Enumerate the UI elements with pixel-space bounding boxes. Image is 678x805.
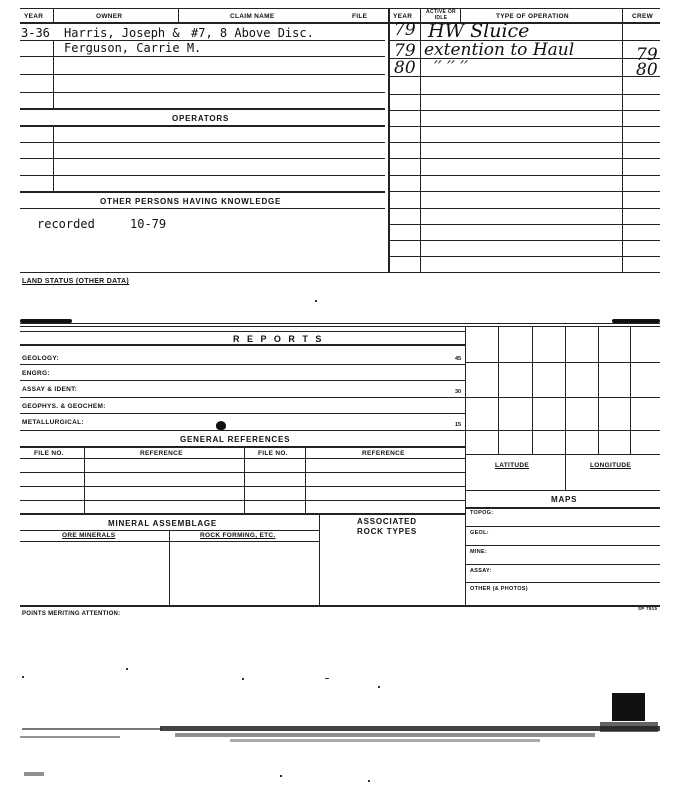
- reports-heading: R E P O R T S: [233, 334, 324, 344]
- claim-name-value: #7, 8 Above Disc.: [191, 26, 314, 40]
- header-owner: OWNER: [96, 13, 123, 20]
- ref-col-file-no-1: FILE NO.: [34, 450, 64, 457]
- maps-other: OTHER (& PHOTOS): [470, 586, 528, 592]
- ore-minerals-label: ORE MINERALS: [62, 532, 116, 539]
- dot-mark: [315, 300, 317, 302]
- header-year-2: YEAR: [393, 13, 413, 20]
- header-file: FILE: [352, 13, 368, 20]
- maps-heading: MAPS: [551, 495, 578, 504]
- mineral-assemblage-heading: MINERAL ASSEMBLAGE: [108, 519, 218, 528]
- operation-text-3: ′′ ′′ ′′: [434, 58, 468, 78]
- report-num-45: 45: [455, 356, 462, 362]
- latitude-label: LATITUDE: [495, 462, 530, 469]
- owner-date: 3-36: [21, 26, 50, 40]
- report-geology: GEOLOGY:: [22, 355, 59, 362]
- associated-rock-types-1: ASSOCIATED: [357, 517, 417, 526]
- header-active-idle: ACTIVE OR IDLE: [426, 9, 456, 21]
- operation-year-1: 79: [394, 20, 416, 40]
- maps-mine: MINE:: [470, 549, 488, 555]
- operation-crew-3: 80: [636, 60, 658, 80]
- operation-year-2: 79: [394, 41, 416, 61]
- report-num-30: 30: [455, 389, 462, 395]
- operation-text-2: extention to Haul: [424, 40, 575, 60]
- owner-line-2: Ferguson, Carrie M.: [64, 41, 202, 55]
- owner-line-1: Harris, Joseph &: [64, 26, 180, 40]
- report-geophys: GEOPHYS. & GEOCHEM:: [22, 403, 106, 410]
- upper-bottom-rule: [20, 272, 660, 273]
- report-engrg: ENGRG:: [22, 370, 50, 377]
- maps-assay: ASSAY:: [470, 568, 492, 574]
- other-persons-heading: OTHER PERSONS HAVING KNOWLEDGE: [100, 197, 282, 206]
- operators-heading: OPERATORS: [172, 114, 230, 123]
- longitude-label: LONGITUDE: [590, 462, 631, 469]
- other-persons-date: 10-79: [130, 217, 167, 231]
- ref-col-reference-2: REFERENCE: [362, 450, 405, 457]
- other-persons-text: recorded: [37, 217, 95, 231]
- header-crew: CREW: [632, 13, 654, 20]
- header-claim-name: CLAIM NAME: [230, 13, 275, 20]
- report-num-15: 15: [455, 422, 462, 428]
- operation-year-3: 80: [394, 58, 416, 78]
- ref-col-reference-1: REFERENCE: [140, 450, 183, 457]
- report-assay: ASSAY & IDENT:: [22, 386, 78, 393]
- ref-col-file-no-2: FILE NO.: [258, 450, 288, 457]
- associated-rock-types-2: ROCK TYPES: [357, 527, 418, 536]
- maps-topog: TOPOG:: [470, 510, 494, 516]
- black-square-mark: [612, 693, 645, 721]
- operation-crew-2: 79: [636, 45, 658, 65]
- maps-geol: GEOL:: [470, 530, 489, 536]
- report-metallurgical: METALLURGICAL:: [22, 419, 84, 426]
- form-code: SP 7915: [638, 606, 658, 611]
- operation-text-1: HW Sluice: [428, 20, 530, 42]
- ink-blot: [216, 421, 226, 430]
- header-year: YEAR: [24, 13, 44, 20]
- land-status-label: LAND STATUS (OTHER DATA): [22, 278, 130, 285]
- header-type-operation: TYPE OF OPERATION: [496, 13, 569, 20]
- general-references-heading: GENERAL REFERENCES: [180, 435, 291, 444]
- rock-forming-label: ROCK FORMING, ETC.: [200, 532, 276, 539]
- points-meriting-label: POINTS MERITING ATTENTION:: [22, 611, 121, 617]
